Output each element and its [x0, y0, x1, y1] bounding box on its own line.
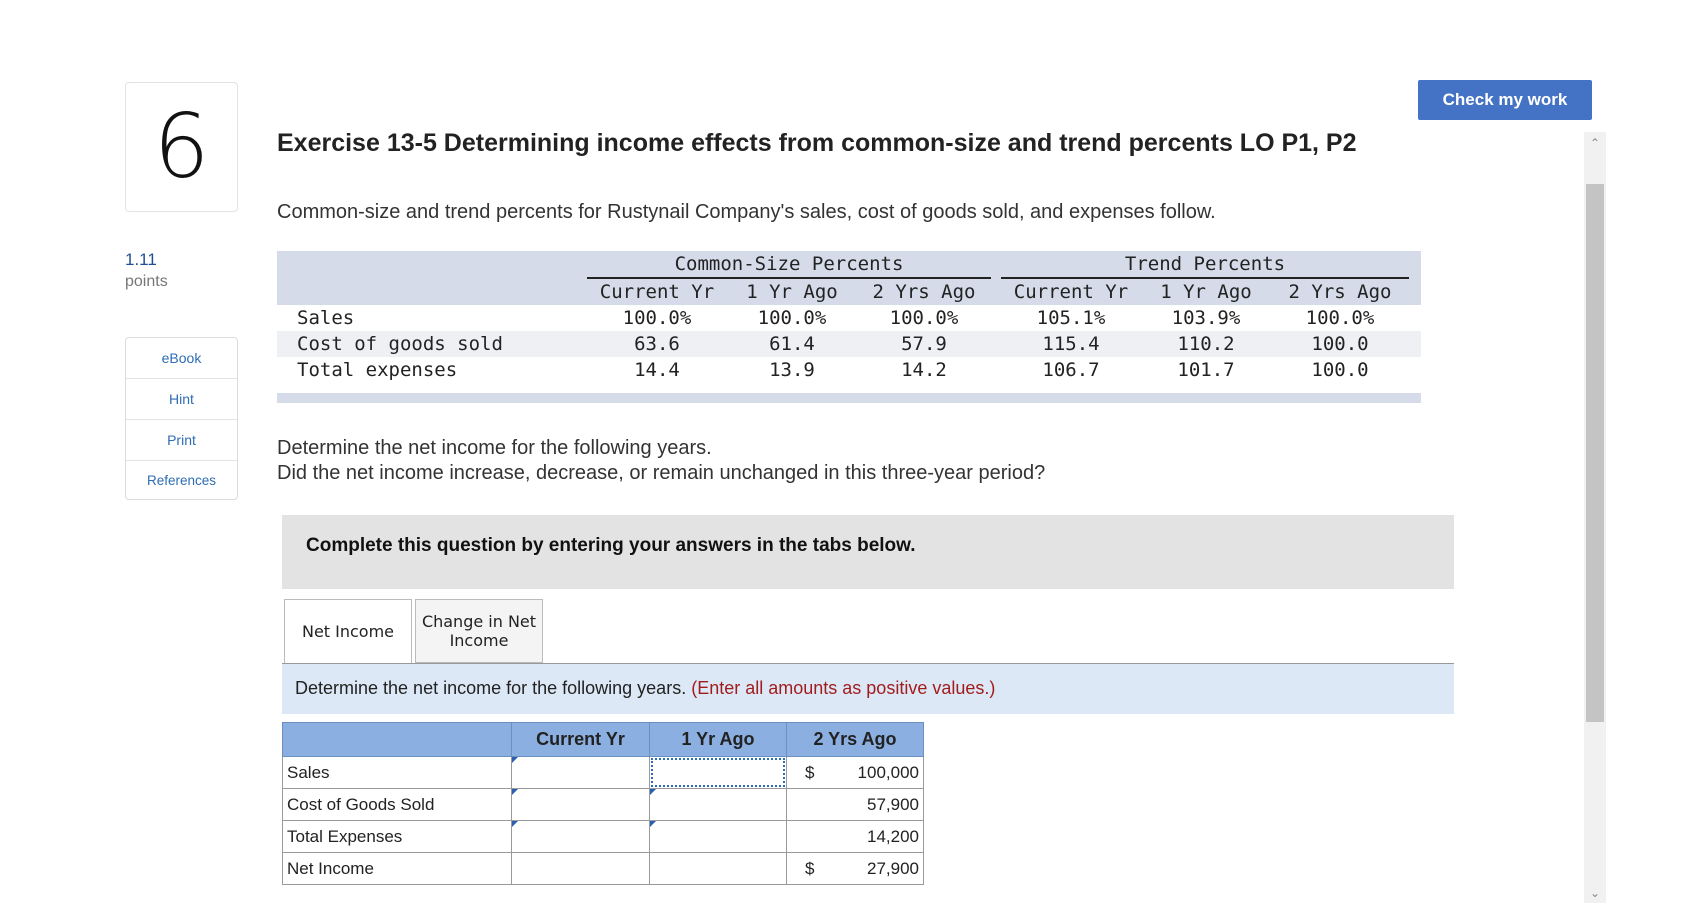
common-size-group-header: Common-Size Percents [587, 251, 991, 279]
points-value: 1.11 [125, 250, 157, 269]
table-cell: 105.1% [1036, 307, 1106, 329]
expenses-1yr-input[interactable] [650, 821, 786, 852]
table-cell: 13.9 [769, 359, 815, 381]
input-marker-icon [512, 789, 518, 795]
check-my-work-button[interactable]: Check my work [1418, 80, 1592, 120]
scroll-down-icon[interactable]: ⌄ [1589, 886, 1601, 900]
table-row [283, 757, 924, 789]
col-header-tr-current: Current Yr [1013, 281, 1129, 303]
tab-change-in-net-income[interactable]: Change in Net Income [415, 599, 543, 663]
sales-2yr-value: 100,000 [857, 762, 919, 782]
references-link[interactable]: References [146, 472, 217, 488]
row-label: Cost of goods sold [297, 333, 503, 355]
instructions-box [282, 515, 1454, 589]
answer-row-label: Sales [283, 757, 512, 789]
row-label: Total expenses [297, 359, 458, 381]
net-income-answer-table [282, 722, 924, 885]
col-header-tr-1yr: 1 Yr Ago [1160, 281, 1252, 303]
table-cell: 63.6 [634, 333, 680, 355]
input-marker-icon [650, 821, 656, 827]
question-number-box [125, 82, 238, 212]
table-cell: 106.7 [1042, 359, 1100, 381]
table-cell: 57.9 [901, 333, 947, 355]
sales-current-input[interactable] [512, 757, 649, 788]
table-row [277, 305, 1421, 331]
table-row [283, 821, 924, 853]
answer-cell [787, 853, 924, 885]
answer-header-1yr: 1 Yr Ago [650, 723, 787, 757]
table-cell: 100.0% [1305, 307, 1375, 329]
question-text-1: Determine the net income for the following years. [277, 437, 712, 459]
cogs-1yr-input[interactable] [650, 789, 786, 820]
table-cell: 100.0% [757, 307, 827, 329]
question-text-2: Did the net income increase, decrease, or remain unchanged in this three-year period? [277, 462, 1046, 484]
vertical-scrollbar[interactable] [1584, 132, 1606, 903]
answer-cell [650, 821, 787, 853]
net-income-current-cell [512, 853, 650, 885]
table-cell: 100.0% [622, 307, 692, 329]
net-income-1yr-cell [650, 853, 787, 885]
prompt-text [295, 678, 995, 699]
sales-1yr-input[interactable] [650, 757, 786, 788]
table-row [277, 357, 1421, 383]
row-label: Sales [297, 307, 355, 329]
net-income-2yr-value: 27,900 [867, 858, 919, 878]
answer-cell [650, 757, 787, 789]
answer-row-label: Total Expenses [283, 821, 512, 853]
table-cell: 100.0 [1311, 359, 1369, 381]
points-label: points [125, 273, 168, 290]
table-row [283, 789, 924, 821]
instructions-text: Complete this question by entering your answers in the tabs below. [306, 535, 916, 556]
table-cell: 14.2 [901, 359, 947, 381]
dollar-sign: $ [805, 858, 815, 878]
expenses-2yr-value: 14,200 [867, 826, 919, 846]
side-tools-panel [125, 337, 238, 500]
tab-net-income[interactable]: Net Income [284, 599, 412, 663]
answer-cell [787, 757, 924, 789]
answer-cell [512, 757, 650, 789]
col-header-cs-current: Current Yr [599, 281, 715, 303]
answer-header-current: Current Yr [512, 723, 650, 757]
input-marker-icon [650, 789, 656, 795]
hint-link[interactable]: Hint [126, 379, 237, 420]
answer-cell [512, 821, 650, 853]
percents-table-header [277, 251, 1421, 305]
col-header-cs-1yr: 1 Yr Ago [746, 281, 838, 303]
table-cell: 115.4 [1042, 333, 1100, 355]
cogs-current-input[interactable] [512, 789, 649, 820]
input-marker-icon [512, 757, 518, 763]
table-cell: 103.9% [1171, 307, 1241, 329]
table-cell: 110.2 [1177, 333, 1235, 355]
cogs-2yr-value: 57,900 [867, 794, 919, 814]
ebook-link[interactable]: eBook [126, 338, 237, 379]
prompt-note: (Enter all amounts as positive values.) [691, 678, 996, 698]
answer-header-2yr: 2 Yrs Ago [787, 723, 924, 757]
table-row [277, 331, 1421, 357]
prompt-bar [282, 664, 1454, 714]
dollar-sign: $ [805, 762, 815, 782]
print-link[interactable]: Print [126, 420, 237, 461]
table-cell: 100.0 [1311, 333, 1369, 355]
col-header-cs-2yr: 2 Yrs Ago [872, 281, 976, 303]
expenses-current-input[interactable] [512, 821, 649, 852]
answer-cell [787, 821, 924, 853]
trend-group-header: Trend Percents [1001, 251, 1409, 279]
table-cell: 101.7 [1177, 359, 1235, 381]
answer-row-label: Net Income [283, 853, 512, 885]
exercise-title: Exercise 13-5 Determining income effects from common-size and trend percents LO P1, P2 [277, 129, 1357, 157]
answer-row-label: Cost of Goods Sold [283, 789, 512, 821]
input-marker-icon [512, 821, 518, 827]
intro-text: Common-size and trend percents for Rustynail Company's sales, cost of goods sold, and expenses follow. [277, 201, 1216, 223]
table-cell: 61.4 [769, 333, 815, 355]
table-cell: 100.0% [889, 307, 959, 329]
scroll-up-icon[interactable]: ⌃ [1589, 136, 1601, 150]
table-row [283, 853, 924, 885]
table-footer-bar [277, 393, 1421, 403]
col-header-tr-2yr: 2 Yrs Ago [1288, 281, 1392, 303]
table-cell: 14.4 [634, 359, 680, 381]
prompt-main: Determine the net income for the following years. [295, 678, 687, 698]
percents-table [277, 251, 1421, 403]
answer-cell [512, 789, 650, 821]
answer-header-blank [283, 723, 512, 757]
scroll-thumb[interactable] [1586, 184, 1604, 722]
answer-cell [650, 789, 787, 821]
answer-cell [787, 789, 924, 821]
question-number: 6 [153, 95, 210, 198]
